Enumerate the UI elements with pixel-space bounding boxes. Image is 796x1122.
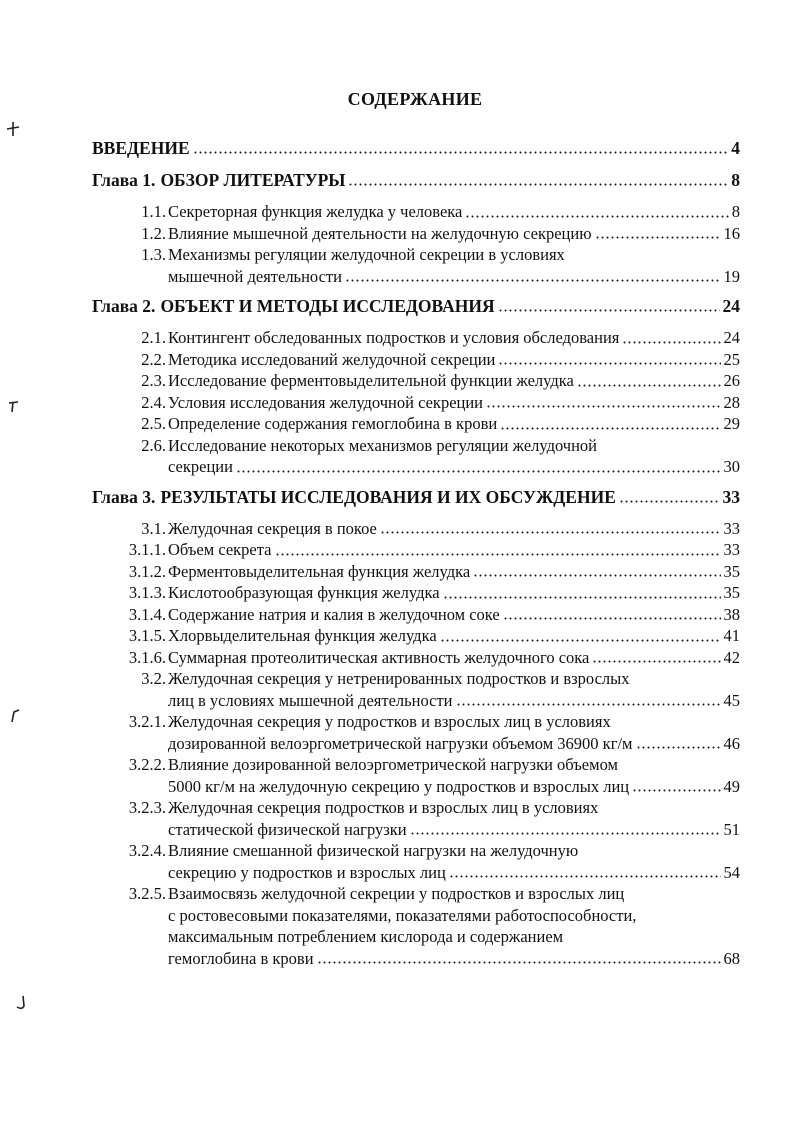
dot-leader	[465, 215, 728, 218]
section-title-text: с ростовесовыми показателями, показателями работоспособности,	[168, 905, 637, 925]
section-line	[168, 840, 740, 862]
section-title-text: секрецию у подростков и взрослых лиц	[168, 862, 446, 882]
section-number: 2.3.	[141, 371, 166, 390]
section-title-text: Желудочная секреция у подростков и взрослых лиц в условиях	[168, 712, 611, 731]
section-title-text: Ферментовыделительная функция желудка	[168, 561, 471, 581]
section-number: 1.3.	[141, 245, 166, 264]
table-of-contents	[92, 137, 740, 969]
dot-leader	[503, 617, 721, 620]
section-title-text: Объем секрета	[168, 540, 272, 559]
page-number: 42	[723, 647, 740, 667]
margin-mark-icon	[8, 708, 22, 724]
section-line	[168, 244, 740, 266]
section-number: 3.2.3.	[128, 798, 166, 817]
section-body	[168, 883, 740, 969]
toc-intro[interactable]	[92, 137, 740, 159]
toc-entry[interactable]	[92, 413, 740, 435]
page-number: 29	[723, 414, 740, 433]
toc-entry[interactable]	[92, 668, 740, 711]
section-title-text: Секреторная функция желудка у человека	[168, 202, 463, 221]
section-line	[168, 604, 740, 626]
section-body	[168, 668, 740, 711]
section-number: 3.1.6.	[128, 647, 166, 667]
section-title-text: лиц в условиях мышечной деятельности	[168, 690, 453, 710]
dot-leader	[193, 151, 729, 154]
toc-entry[interactable]	[92, 327, 740, 349]
section-line	[168, 392, 740, 414]
page-number: 46	[723, 733, 740, 753]
dot-leader	[595, 236, 721, 239]
toc-entry[interactable]	[92, 754, 740, 797]
toc-entry[interactable]	[92, 883, 740, 969]
section-body	[168, 349, 740, 371]
page-number: 25	[723, 349, 740, 369]
section-title-text: дозированной велоэргометрической нагрузки объемом 36900 кг/м	[168, 733, 633, 753]
section-line	[168, 711, 740, 733]
section-number: 3.2.2.	[128, 755, 166, 774]
chapter-title: ОБЗОР ЛИТЕРАТУРЫ	[160, 170, 346, 190]
section-line	[168, 582, 740, 604]
dot-leader	[592, 660, 720, 663]
section-line	[168, 456, 740, 478]
section-number: 3.1.2.	[128, 561, 166, 581]
section-body	[168, 604, 740, 626]
page-number: 51	[723, 819, 740, 839]
page-number: 33	[722, 486, 740, 507]
section-line	[168, 413, 740, 435]
page-number: 68	[723, 948, 740, 968]
section-line	[168, 561, 740, 583]
section-title-text: гемоглобина в крови	[168, 948, 314, 968]
section-line	[168, 223, 740, 245]
section-number: 2.6.	[141, 435, 166, 455]
margin-mark-icon	[14, 994, 30, 1012]
section-body	[168, 244, 740, 287]
toc-entry[interactable]	[92, 625, 740, 647]
section-title-text: Исследование некоторых механизмов регуляции желудочной	[168, 435, 598, 455]
margin-mark-icon	[4, 120, 22, 138]
section-title-text: Влияние мышечной деятельности на желудочную секрецию	[168, 223, 592, 243]
toc-entry[interactable]	[92, 604, 740, 626]
section-line	[168, 883, 740, 905]
page-title: СОДЕРЖАНИЕ	[347, 89, 483, 109]
chapter-title: ОБЪЕКТ И МЕТОДЫ ИССЛЕДОВАНИЯ	[160, 296, 495, 316]
section-title-text: Условия исследования желудочной секреции	[168, 392, 484, 412]
dot-leader	[456, 703, 721, 706]
chapter-label: Глава 1.	[92, 170, 156, 190]
toc-entry[interactable]	[92, 223, 740, 245]
section-line	[168, 327, 740, 349]
page-number: 33	[723, 518, 740, 538]
section-title-text: Кислотообразующая функция желудка	[168, 583, 440, 602]
toc-entry[interactable]	[92, 370, 740, 392]
section-number: 3.1.1.	[128, 540, 166, 559]
section-title-text: Определение содержания гемоглобина в крови	[168, 414, 498, 433]
section-number: 3.1.3.	[128, 583, 166, 602]
section-title-text: Желудочная секреция подростков и взрослых лиц в условиях	[168, 798, 599, 817]
section-body	[168, 840, 740, 883]
section-title-text: Суммарная протеолитическая активность желудочного сока	[168, 647, 590, 667]
section-body	[168, 582, 740, 604]
section-line	[168, 862, 740, 884]
toc-entry[interactable]	[92, 539, 740, 561]
page-number: 19	[723, 266, 740, 286]
dot-leader	[473, 574, 720, 577]
toc-chapter[interactable]	[92, 486, 740, 508]
dot-leader	[275, 553, 721, 556]
section-line	[168, 797, 740, 819]
section-number: 3.2.	[141, 669, 166, 688]
dot-leader	[622, 341, 720, 344]
page-number: 33	[723, 540, 740, 559]
section-line	[168, 926, 740, 948]
section-body	[168, 223, 740, 245]
toc-entry[interactable]	[92, 711, 740, 754]
section-title-text: секреции	[168, 457, 233, 476]
section-line	[168, 201, 740, 223]
toc-chapter[interactable]	[92, 169, 740, 191]
toc-entry-title: ВВЕДЕНИЕ	[92, 138, 190, 158]
section-title-text: Контингент обследованных подростков и условия обследования	[168, 328, 620, 347]
section-number: 2.5.	[141, 414, 166, 433]
section-number: 2.2.	[141, 349, 166, 369]
dot-leader	[410, 832, 721, 835]
dot-leader	[577, 384, 721, 387]
dot-leader	[636, 746, 721, 749]
page-number: 4	[731, 138, 740, 158]
section-number: 3.1.	[141, 518, 166, 538]
section-line	[168, 776, 740, 798]
section-line	[168, 435, 740, 457]
section-line	[168, 539, 740, 561]
section-body	[168, 413, 740, 435]
section-line	[168, 266, 740, 288]
section-title-text: Методика исследований желудочной секреции	[168, 349, 496, 369]
dot-leader	[498, 362, 720, 365]
section-line	[168, 754, 740, 776]
section-body	[168, 518, 740, 540]
section-title-text: максимальным потреблением кислорода и содержанием	[168, 927, 564, 946]
page-number: 30	[723, 457, 740, 476]
chapter-label: Глава 3.	[92, 486, 156, 507]
dot-leader	[443, 596, 721, 599]
section-body	[168, 625, 740, 647]
section-number: 3.2.4.	[128, 841, 166, 860]
dot-leader	[632, 789, 720, 792]
dot-leader	[348, 183, 728, 186]
section-title-text: Механизмы регуляции желудочной секреции в условиях	[168, 245, 565, 264]
section-body	[168, 327, 740, 349]
section-number: 1.1.	[141, 202, 166, 221]
chapter-label: Глава 2.	[92, 296, 156, 316]
dot-leader	[236, 470, 721, 473]
margin-mark-icon	[6, 398, 22, 414]
section-body	[168, 392, 740, 414]
dot-leader	[449, 875, 721, 878]
page-number: 26	[723, 371, 740, 390]
section-line	[168, 905, 740, 927]
chapter-title: РЕЗУЛЬТАТЫ ИССЛЕДОВАНИЯ И ИХ ОБСУЖДЕНИЕ	[160, 486, 616, 507]
page-number: 16	[723, 223, 740, 243]
section-body	[168, 711, 740, 754]
page-number: 35	[723, 561, 740, 581]
dot-leader	[500, 427, 720, 430]
section-line	[168, 668, 740, 690]
section-number: 3.1.4.	[128, 604, 166, 624]
section-number: 3.2.1.	[128, 712, 166, 731]
section-number: 2.4.	[141, 392, 166, 412]
section-title-text: Влияние дозированной велоэргометрической нагрузки объемом	[168, 755, 618, 774]
toc-chapter[interactable]	[92, 295, 740, 317]
section-body	[168, 647, 740, 669]
toc-entry[interactable]	[92, 647, 740, 669]
section-line	[168, 625, 740, 647]
section-title-text: мышечной деятельности	[168, 266, 342, 286]
section-number: 3.1.5.	[128, 626, 166, 645]
page-number: 35	[723, 583, 740, 602]
page-number: 41	[723, 626, 740, 645]
section-line	[168, 690, 740, 712]
section-body	[168, 201, 740, 223]
dot-leader	[380, 531, 721, 534]
section-title-text: Желудочная секреция в покое	[168, 518, 377, 538]
page-number: 24	[722, 296, 740, 316]
page-number: 38	[723, 604, 740, 624]
page-number: 54	[723, 862, 740, 882]
section-title-text: Хлорвыделительная функция желудка	[168, 626, 437, 645]
page-number: 8	[731, 170, 740, 190]
dot-leader	[619, 500, 720, 503]
toc-entry[interactable]	[92, 349, 740, 371]
section-body	[168, 539, 740, 561]
section-title-text: Желудочная секреция у нетренированных подростков и взрослых	[168, 669, 630, 688]
section-title-text: статической физической нагрузки	[168, 819, 407, 839]
section-body	[168, 435, 740, 478]
section-body	[168, 797, 740, 840]
section-line	[168, 349, 740, 371]
section-title-text: 5000 кг/м на желудочную секрецию у подростков и взрослых лиц	[168, 776, 630, 796]
toc-entry[interactable]	[92, 582, 740, 604]
dot-leader	[486, 405, 720, 408]
section-title-text: Влияние смешанной физической нагрузки на желудочную	[168, 841, 579, 860]
toc-entry[interactable]	[92, 518, 740, 540]
toc-entry[interactable]	[92, 797, 740, 840]
dot-leader	[498, 309, 720, 312]
dot-leader	[317, 961, 721, 964]
page-number: 24	[723, 328, 740, 347]
section-line	[168, 518, 740, 540]
toc-entry[interactable]	[92, 244, 740, 287]
section-line	[168, 948, 740, 970]
section-body	[168, 754, 740, 797]
section-line	[168, 647, 740, 669]
section-body	[168, 370, 740, 392]
page-number: 28	[723, 392, 740, 412]
section-title-text: Исследование ферментовыделительной функции желудка	[168, 371, 574, 390]
section-number: 2.1.	[141, 328, 166, 347]
toc-entry[interactable]	[92, 840, 740, 883]
section-number: 1.2.	[141, 223, 166, 243]
section-title-text: Взаимосвязь желудочной секреции у подростков и взрослых лиц	[168, 884, 625, 903]
toc-entry[interactable]	[92, 201, 740, 223]
dot-leader	[440, 639, 721, 642]
section-title-text: Содержание натрия и калия в желудочном соке	[168, 604, 500, 624]
page-number: 49	[723, 776, 740, 796]
page-number: 8	[731, 202, 740, 221]
section-body	[168, 561, 740, 583]
toc-entry[interactable]	[92, 561, 740, 583]
page-number: 45	[723, 690, 740, 710]
section-line	[168, 733, 740, 755]
toc-entry[interactable]	[92, 435, 740, 478]
dot-leader	[345, 279, 721, 282]
toc-entry[interactable]	[92, 392, 740, 414]
section-number: 3.2.5.	[128, 884, 166, 903]
section-line	[168, 370, 740, 392]
section-line	[168, 819, 740, 841]
